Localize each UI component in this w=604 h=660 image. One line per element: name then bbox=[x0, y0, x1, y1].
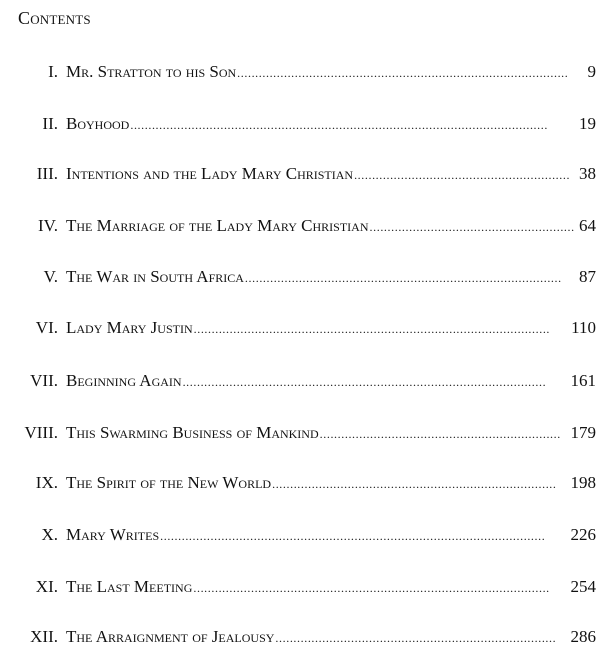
toc-entry[interactable] bbox=[0, 420, 604, 446]
chapter-number: VII. bbox=[30, 371, 58, 390]
toc-entry[interactable] bbox=[0, 264, 604, 290]
chapter-number: VIII. bbox=[24, 423, 58, 442]
chapter-title: The Last Meeting bbox=[66, 577, 193, 596]
chapter-title: Mary Writes bbox=[66, 525, 160, 544]
dot-leader: ................................................................... bbox=[319, 427, 561, 441]
dot-leader: ............................................................................................ bbox=[237, 66, 569, 80]
chapter-title: Beginning Again bbox=[66, 371, 182, 390]
chapter-number: IX. bbox=[35, 473, 58, 492]
page-number: 38 bbox=[579, 164, 596, 183]
page-number: 87 bbox=[579, 267, 596, 286]
chapter-number: XI. bbox=[35, 577, 58, 596]
page-number: 198 bbox=[570, 473, 596, 492]
dot-leader: ................................................................................................... bbox=[193, 322, 551, 336]
toc-entry[interactable] bbox=[0, 368, 604, 394]
dot-leader: ..................................................................................................... bbox=[182, 375, 547, 389]
chapter-title: This Swarming Business of Mankind bbox=[66, 423, 319, 442]
page-number: 286 bbox=[570, 627, 596, 646]
toc-entry[interactable] bbox=[0, 624, 604, 650]
chapter-number: III. bbox=[36, 164, 58, 183]
dot-leader: ......................................................... bbox=[369, 220, 575, 234]
page-number: 19 bbox=[579, 114, 596, 133]
page-number: 226 bbox=[570, 525, 596, 544]
toc-entry[interactable] bbox=[0, 574, 604, 600]
page-number: 110 bbox=[571, 318, 596, 337]
toc-entry[interactable] bbox=[0, 161, 604, 187]
toc-entry[interactable] bbox=[0, 213, 604, 239]
toc-entry[interactable] bbox=[0, 522, 604, 548]
chapter-number: V. bbox=[43, 267, 58, 286]
chapter-title: Lady Mary Justin bbox=[66, 318, 193, 337]
chapter-number: I. bbox=[48, 62, 58, 81]
page-number: 254 bbox=[570, 577, 596, 596]
toc-entry[interactable] bbox=[0, 111, 604, 137]
chapter-number: X. bbox=[41, 525, 58, 544]
chapter-number: VI. bbox=[35, 318, 58, 337]
toc-entry[interactable] bbox=[0, 470, 604, 496]
chapter-number: IV. bbox=[38, 216, 58, 235]
contents-heading: Contents bbox=[18, 8, 91, 28]
chapter-title: The Marriage of the Lady Mary Christian bbox=[66, 216, 369, 235]
page-number: 179 bbox=[570, 423, 596, 442]
toc-entry[interactable] bbox=[0, 315, 604, 341]
toc-entry[interactable] bbox=[0, 59, 604, 85]
dot-leader: ................................................................................................... bbox=[193, 581, 550, 595]
chapter-number: II. bbox=[42, 114, 58, 133]
chapter-title: Mr. Stratton to his Son bbox=[66, 62, 237, 81]
dot-leader: ........................................................................................ bbox=[244, 271, 562, 285]
chapter-title: Intentions and the Lady Mary Christian bbox=[66, 164, 354, 183]
page-number: 161 bbox=[570, 371, 596, 390]
dot-leader: .................................................................................................................... bbox=[130, 118, 548, 132]
chapter-title: The Spirit of the New World bbox=[66, 473, 272, 492]
dot-leader: ............................................................ bbox=[354, 168, 571, 182]
chapter-title: The Arraignment of Jealousy bbox=[66, 627, 275, 646]
page-number: 64 bbox=[579, 216, 596, 235]
page-number: 9 bbox=[587, 62, 596, 81]
dot-leader: .............................................................................. bbox=[275, 631, 557, 645]
dot-leader: ........................................................................................................... bbox=[160, 529, 546, 543]
chapter-number: XII. bbox=[30, 627, 58, 646]
chapter-title: The War in South Africa bbox=[66, 267, 244, 286]
dot-leader: ............................................................................... bbox=[272, 477, 557, 491]
chapter-title: Boyhood bbox=[66, 114, 130, 133]
